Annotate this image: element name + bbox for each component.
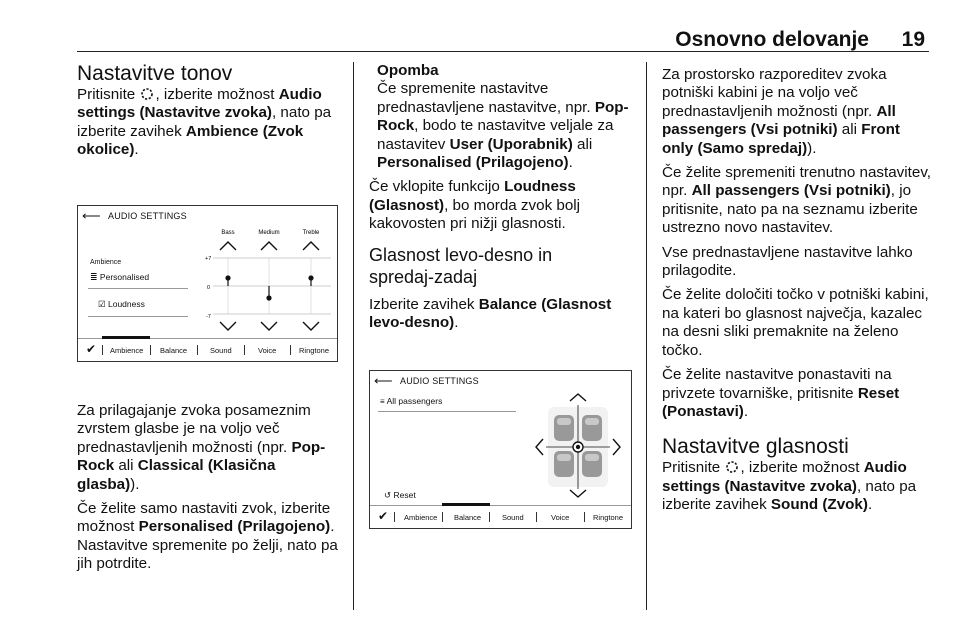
bold-term: All passengers (Vsi potniki) [662,102,896,139]
bold-term: Pop-Rock [377,98,629,135]
section-heading-balance: Glasnost levo-desno in spredaj-zadaj [369,244,553,287]
tab-bar [78,338,337,361]
balance-cursor-dot [576,445,580,449]
tab-voice[interactable]: Voice [258,346,277,355]
page-number: 19 [901,28,925,51]
screen-title: AUDIO SETTINGS [400,376,479,386]
figure-balance-screen [369,370,632,529]
bass-up-chevron-icon[interactable] [220,242,236,250]
balance-right-chevron-icon[interactable] [613,439,620,455]
text: Če želite spremeniti trenutno nastavitev, npr. [662,164,932,200]
text: , izberite možnost [155,86,279,103]
medium-down-chevron-icon[interactable] [261,322,277,330]
text: . [867,496,873,514]
header-rule [77,51,929,52]
tab-ambience[interactable]: Ambience [110,346,144,355]
bass-level-knob[interactable] [225,275,230,280]
header-title: Osnovno delovanje [675,28,869,51]
text: Če želite samo nastaviti zvok, izberite možnost [77,500,331,536]
option-personalised[interactable] [90,272,149,283]
bold-term: Personalised (Prilagojeno) [377,154,569,172]
band-label-bass: Bass [221,230,235,236]
text: Če želite nastavitve ponastaviti na privzete tovarniške, pritisnite [662,366,892,402]
paragraph-spatial [662,66,932,158]
scale-max: +7 [205,256,212,262]
tab-separator [244,345,245,355]
text: , nato pa izberite zavihek [662,477,917,514]
text: , bodo te nastavitve veljale za nastavitev [377,117,614,153]
tab-ringtone[interactable]: Ringtone [593,513,624,522]
bold-term: Front only (Samo spredaj) [662,121,900,157]
list-icon: ≡ [380,397,385,406]
text: ali [572,135,593,153]
treble-up-chevron-icon[interactable] [303,242,319,250]
tab-ambience[interactable]: Ambience [404,513,438,522]
tab-separator [102,345,103,355]
reset-button[interactable] [384,490,416,501]
tab-sound[interactable]: Sound [210,346,232,355]
ambience-section-label: Ambience [90,259,122,266]
text: Pritisnite [662,459,725,477]
text: ali [114,457,138,475]
column-1-lower [77,402,339,580]
tab-separator [489,512,490,522]
tab-balance[interactable]: Balance [454,513,482,522]
paragraph-volume-intro [662,459,932,514]
column-divider-2 [646,62,647,610]
text: . Nastavitve spremenite po želji, nato pa jih potrdite. [77,518,338,573]
tab-sound[interactable]: Sound [502,513,524,522]
tab-separator [536,512,537,522]
column-2 [369,62,635,338]
tab-ringtone[interactable]: Ringtone [299,346,330,355]
balance-left-chevron-icon[interactable] [536,439,543,455]
option-label: Loudness [108,299,145,309]
settings-icon [139,86,155,102]
active-tab-indicator [442,503,490,506]
back-arrow-icon: ⟵ [82,208,101,223]
note-title: Opomba [377,62,439,79]
medium-up-chevron-icon[interactable] [261,242,277,250]
treble-down-chevron-icon[interactable] [303,322,319,330]
option-loudness[interactable] [98,299,145,310]
text: . [454,314,459,332]
scale-zero: 0 [207,285,211,291]
divider [378,411,516,412]
column-1 [77,62,339,166]
text: Če spremenite nastavitve prednastavljene nastavitve, npr. [377,80,595,116]
text: . [134,141,139,159]
balance-rear-chevron-icon[interactable] [570,490,586,497]
reset-label: Reset [393,490,416,500]
paragraph-change-setting [662,164,932,238]
tab-separator [442,512,443,522]
bold-term: Loudness (Glasnost) [369,178,576,214]
text: . [568,154,573,172]
bold-term: Audio settings (Nastavitve zvoka) [77,86,322,122]
text: , bo morda zvok bolj kakovosten pri nižji glasnosti. [369,196,581,233]
text: , nato pa izberite zavihek [77,104,332,140]
tab-separator [290,345,291,355]
text: Pritisnite [77,86,140,103]
figure-ambience-screen [77,205,338,362]
bass-down-chevron-icon[interactable] [220,322,236,330]
bold-term: Personalised (Prilagojeno) [138,518,331,536]
paragraph-customise: Vse prednastavljene nastavitve lahko prilagodite. [662,243,913,280]
text: Izberite zavihek [369,295,479,313]
bold-term: Sound (Zvok) [770,496,868,514]
section-heading-volume: Nastavitve glasnosti [662,435,849,459]
screen-title: AUDIO SETTINGS [108,211,187,221]
paragraph-presets [77,402,339,494]
tab-separator [197,345,198,355]
checkbox-checked-icon: ☑ [98,299,106,309]
band-label-medium: Medium [258,230,280,236]
option-label: All passengers [386,396,443,406]
settings-icon [724,459,740,475]
column-divider-1 [353,62,354,610]
bold-term: Ambience (Zvok okolice) [77,122,304,159]
tab-separator [394,512,395,522]
paragraph-loudness [369,178,635,233]
medium-level-knob[interactable] [266,295,271,300]
column-3 [662,66,932,521]
paragraph-max-point: Če želite določiti točko v potniški kabini, na kateri bo glasnost največja, kazalec na desni sliki premaknite na želeno točko. [662,286,929,359]
paragraph-balance-tab [369,296,635,333]
note-text [377,80,635,172]
balance-front-chevron-icon[interactable] [570,394,586,401]
bold-term: User (Uporabnik) [449,135,573,153]
back-arrow-icon: ⟵ [374,373,393,388]
bold-term: Classical (Klasična glasba) [77,457,276,493]
reset-icon: ↺ [384,490,392,500]
note-block [369,62,635,172]
bold-term: Balance (Glasnost levo-desno) [369,295,612,332]
tab-bar [370,505,631,528]
divider [88,288,188,289]
divider [88,316,188,317]
bold-term: Audio settings (Nastavitve zvoka) [662,459,907,495]
text: ali [837,121,862,139]
text: Za prostorsko razporeditev zvoka potniški kabini je na voljo več prednastavljenih možnosti (npr. [662,66,887,120]
paragraph-tone-intro [77,86,339,160]
paragraph-personalised [77,500,339,574]
tab-balance[interactable]: Balance [160,346,188,355]
tab-separator [584,512,585,522]
tab-voice[interactable]: Voice [551,513,570,522]
bold-term: All passengers (Vsi potniki) [691,182,891,200]
bold-term: Pop-Rock [77,438,326,475]
section-heading-tone: Nastavitve tonov [77,62,233,85]
option-all-passengers[interactable] [380,396,442,406]
treble-level-knob[interactable] [308,275,313,280]
text: Če vklopite funkcijo [369,178,505,196]
band-label-treble: Treble [302,230,320,236]
text: , izberite možnost [740,459,864,477]
text: , jo pritisnite, nato pa na seznamu izberite ustrezno novo nastavitev. [662,182,918,237]
option-label: Personalised [99,272,150,282]
confirm-check-icon[interactable]: ✔ [378,509,389,523]
text: Za prilagajanje zvoka posameznim zvrstem glasbe je na voljo več prednastavljenih možnosti (npr. [77,402,311,456]
page-header [77,28,929,50]
equalizer-panel[interactable] [203,226,333,338]
text: . [743,402,749,420]
confirm-check-icon[interactable]: ✔ [86,342,97,356]
text: ). [807,139,817,157]
text: ). [130,475,140,493]
scale-min: -7 [206,314,211,320]
balance-cabin-panel[interactable] [528,391,628,503]
active-tab-indicator [102,336,150,339]
bold-term: Reset (Ponastavi) [662,384,900,420]
tab-separator [150,345,151,355]
paragraph-reset [662,366,932,421]
list-icon: ≣ [90,272,98,282]
